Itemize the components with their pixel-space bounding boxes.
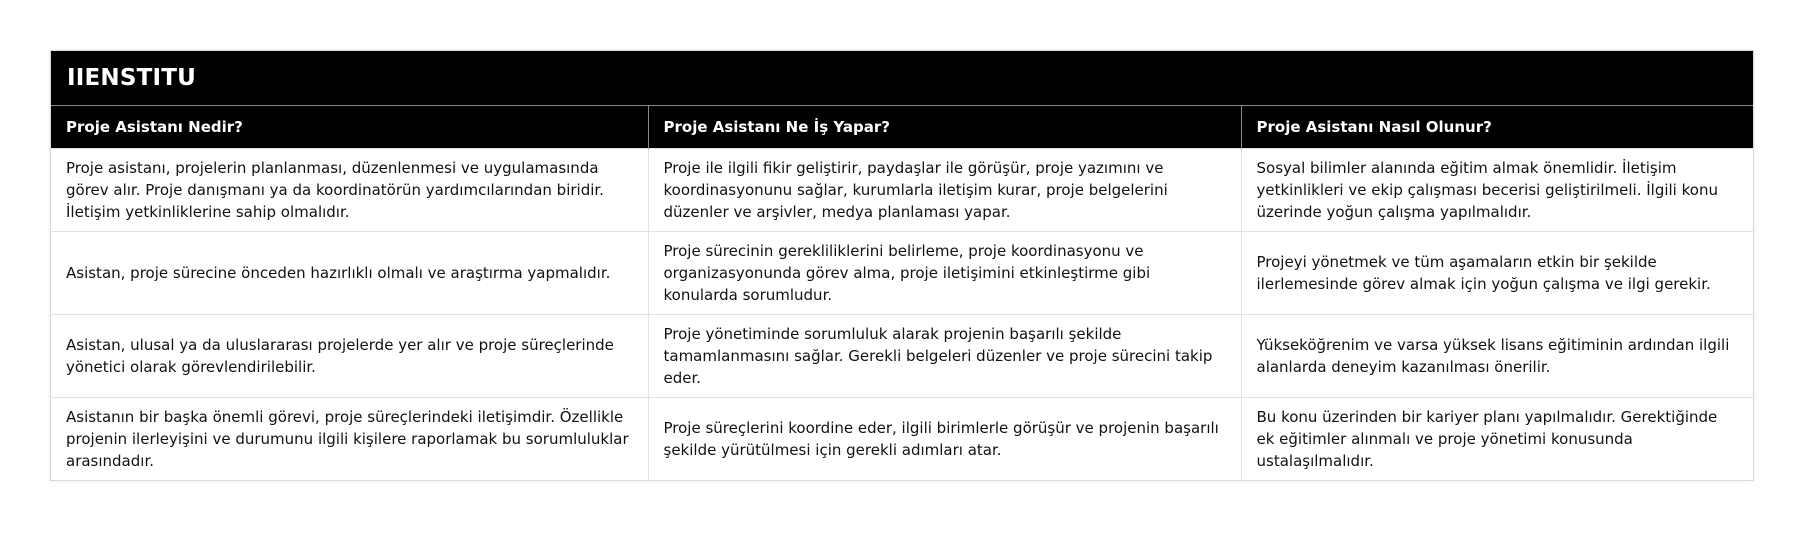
column-header: Proje Asistanı Ne İş Yapar?: [648, 106, 1241, 149]
table-row: [51, 149, 1753, 232]
table-row: [51, 232, 1753, 315]
table-cell: Sosyal bilimler alanında eğitim almak önemlidir. İletişim yetkinlikleri ve ekip çalışması becerisi geliştirilmeli. İlgili konu üzerinde yoğun çalışma yapılmalıdır.: [1241, 149, 1753, 232]
table-title: IIENSTITU: [51, 51, 1753, 105]
table-cell: Proje süreçlerini koordine eder, ilgili birimlerle görüşür ve projenin başarılı şekilde yürütülmesi için gerekli adımları atar.: [648, 398, 1241, 481]
table-cell: Yükseköğrenim ve varsa yüksek lisans eğitiminin ardından ilgili alanlarda deneyim kazanılması önerilir.: [1241, 315, 1753, 398]
column-header: Proje Asistanı Nasıl Olunur?: [1241, 106, 1753, 149]
table-cell: Asistan, proje sürecine önceden hazırlıklı olmalı ve araştırma yapmalıdır.: [51, 232, 648, 315]
info-table-card: [50, 50, 1754, 481]
table-cell: Proje ile ilgili fikir geliştirir, paydaşlar ile görüşür, proje yazımını ve koordinasyonunu sağlar, kurumlarla iletişim kurar, proje belgelerini düzenler ve arşivler, medya planlaması yapar.: [648, 149, 1241, 232]
table-cell: Proje yönetiminde sorumluluk alarak projenin başarılı şekilde tamamlanmasını sağlar. Gerekli belgeleri düzenler ve proje sürecini takip eder.: [648, 315, 1241, 398]
table-cell: Asistanın bir başka önemli görevi, proje süreçlerindeki iletişimdir. Özellikle projenin ilerleyişini ve durumunu ilgili kişilere raporlamak bu sorumluluklar arasındadır.: [51, 398, 648, 481]
table-row: [51, 315, 1753, 398]
table-cell: Proje asistanı, projelerin planlanması, düzenlenmesi ve uygulamasında görev alır. Proje danışmanı ya da koordinatörün yardımcılarından biridir. İletişim yetkinliklerine sahip olmalıdır.: [51, 149, 648, 232]
table-row: [51, 398, 1753, 481]
table-cell: Asistan, ulusal ya da uluslararası projelerde yer alır ve proje süreçlerinde yönetici olarak görevlendirilebilir.: [51, 315, 648, 398]
header-row: [51, 106, 1753, 149]
table-cell: Proje sürecinin gerekliliklerini belirleme, proje koordinasyonu ve organizasyonunda görev alma, proje iletişimini etkinleştirme gibi konularda sorumludur.: [648, 232, 1241, 315]
info-table: [51, 105, 1753, 480]
table-cell: Bu konu üzerinden bir kariyer planı yapılmalıdır. Gerektiğinde ek eğitimler alınmalı ve proje yönetimi konusunda ustalaşılmalıdır.: [1241, 398, 1753, 481]
column-header: Proje Asistanı Nedir?: [51, 106, 648, 149]
table-cell: Projeyi yönetmek ve tüm aşamaların etkin bir şekilde ilerlemesinde görev almak için yoğun çalışma ve ilgi gerekir.: [1241, 232, 1753, 315]
